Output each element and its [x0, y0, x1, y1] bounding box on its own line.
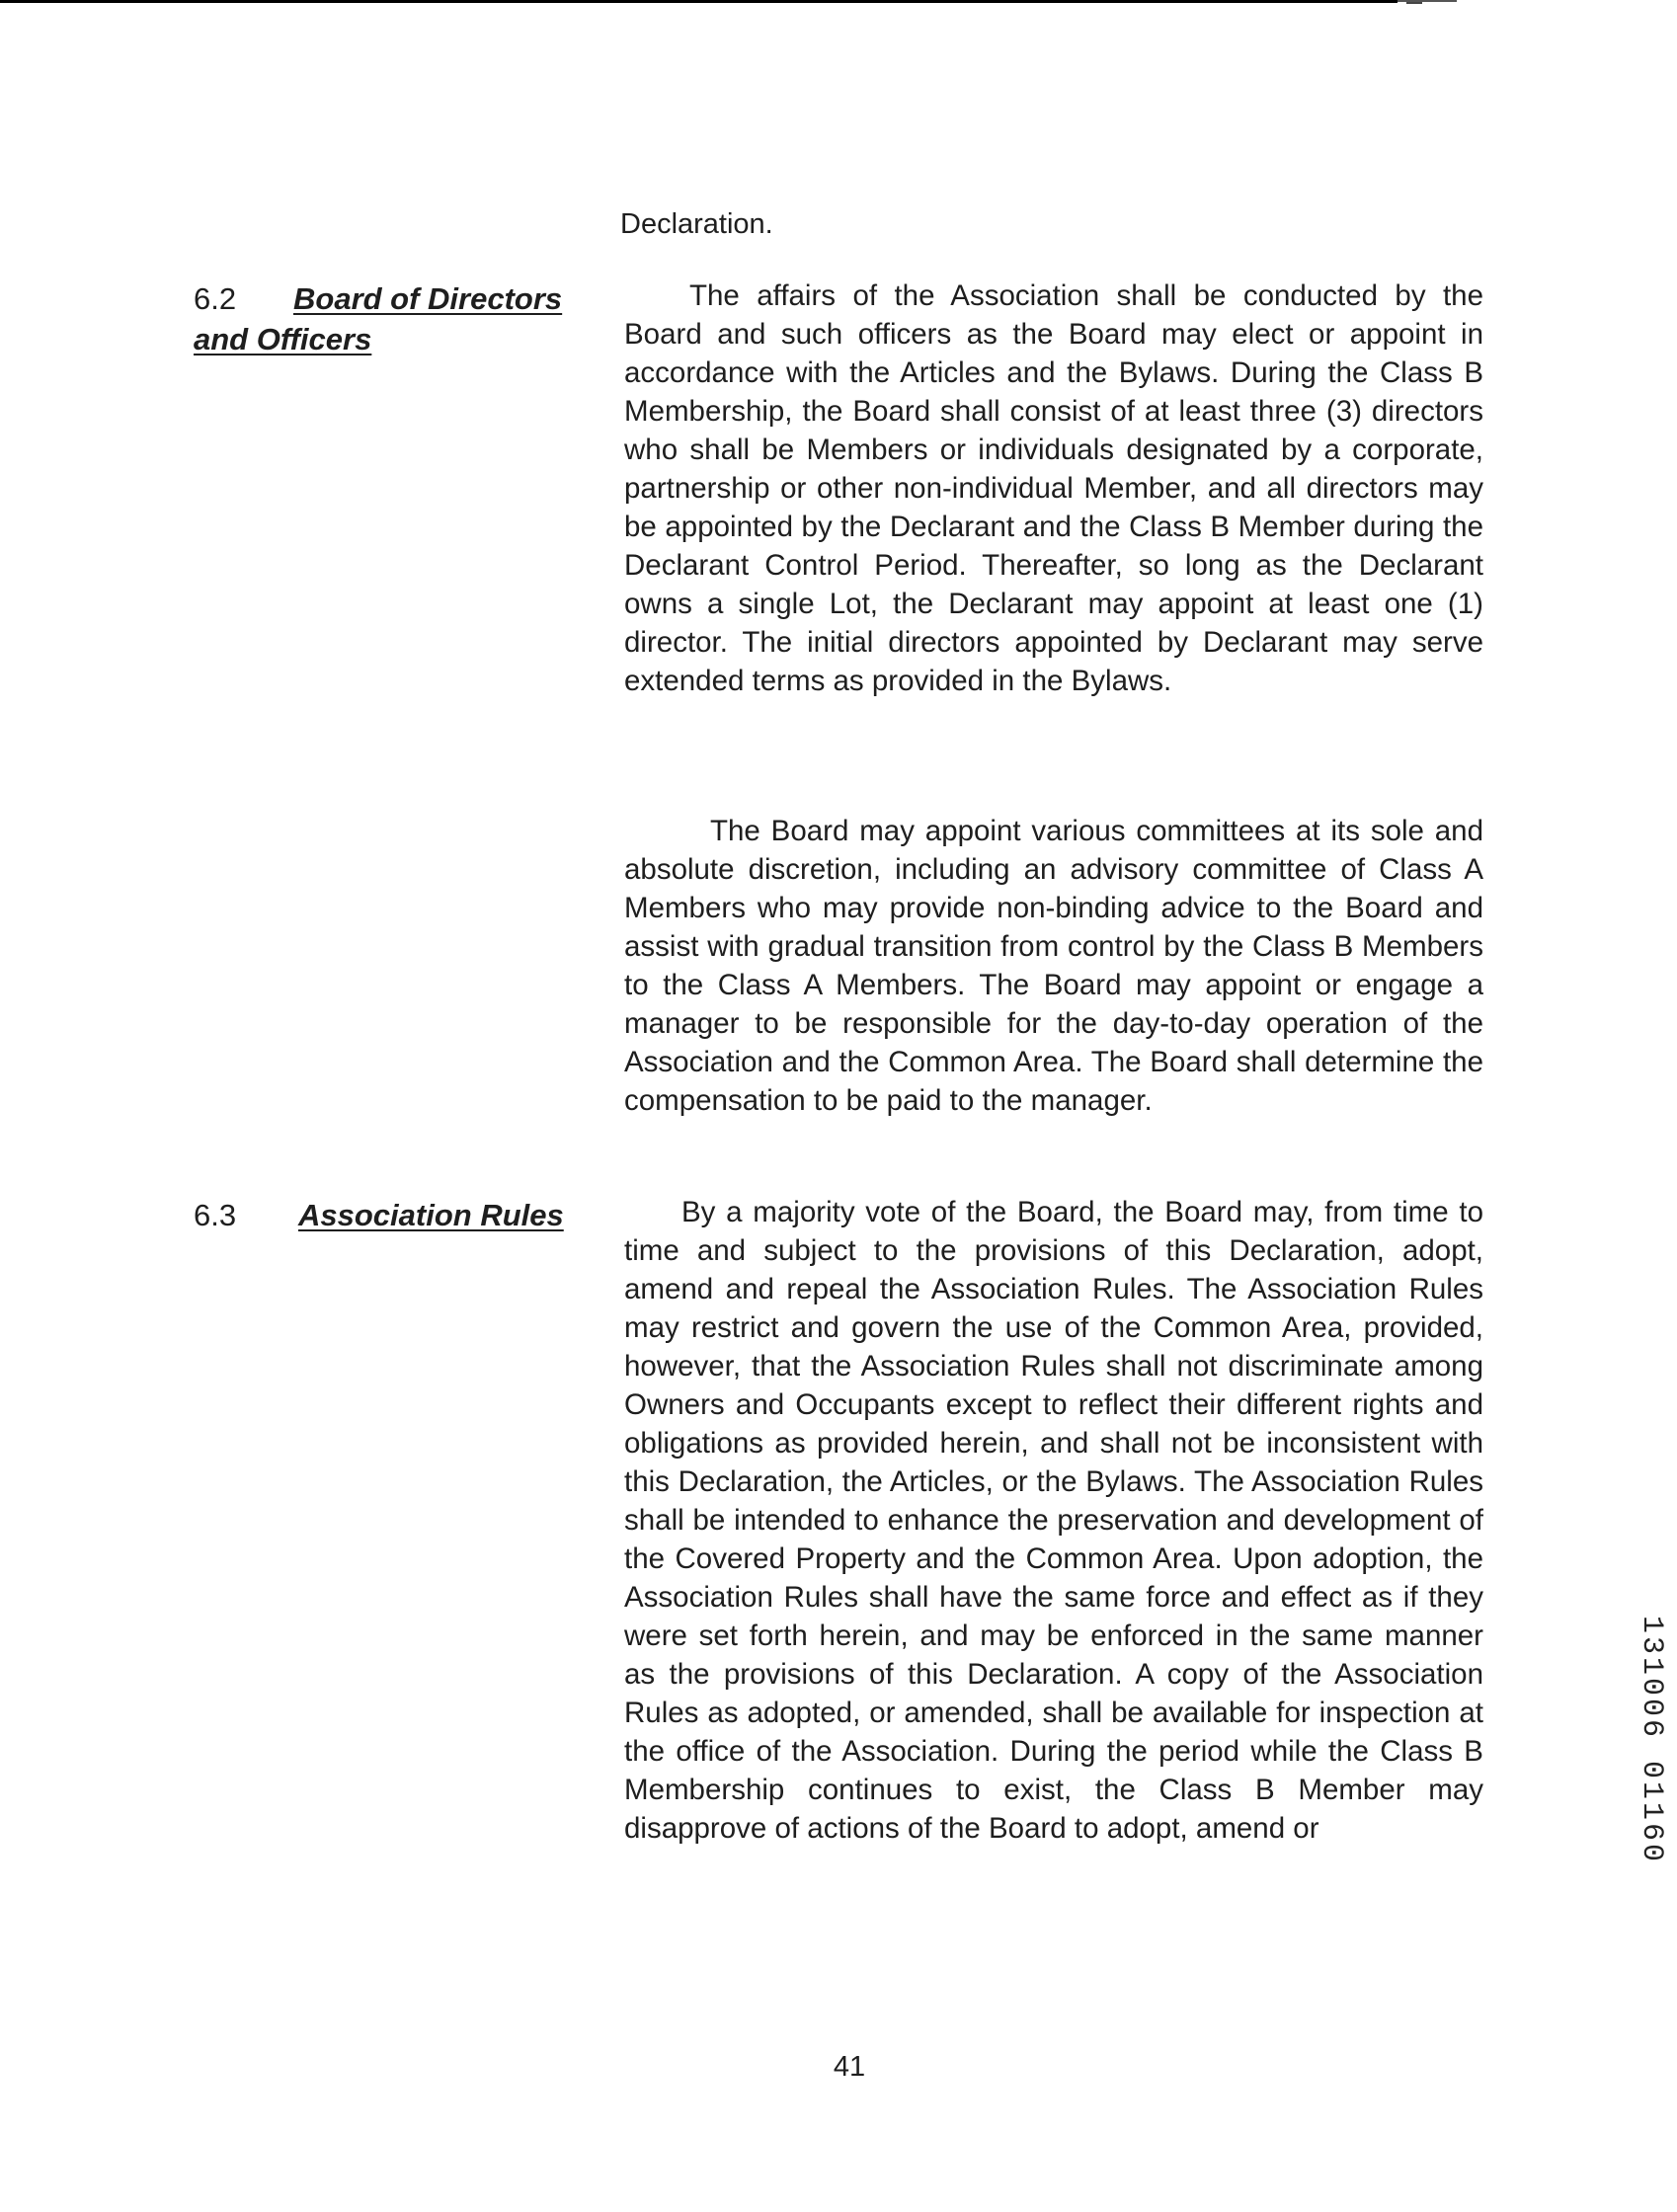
margin-document-stamp	[1635, 1592, 1668, 1888]
continued-text-fragment: Declaration.	[620, 208, 773, 240]
section-6-2-paragraph-2: The Board may appoint various committees at its sole and absolute discretion, including an advisory committee of Class A Members who may provide non-binding advice to the Board and assist with gradual transition from control by the Class B Members to the Class A Members. The Board may appoint or engage a manager to be responsible for the day-to-day operation of the Association and the Common Area. The Board shall determine the compensation to be paid to the manager.	[624, 815, 1483, 1117]
section-6-2-paragraph-1: The affairs of the Association shall be conducted by the Board and such officers as the Board may elect or appoint in accordance with the Articles and the Bylaws. During the Class B Membership, the Board shall consist of at least three (3) directors who shall be Members or individuals designated by a corporate, partnership or other non-individual Member, and all directors may be appointed by the Declarant and the Class B Member during the Declarant Control Period. Thereafter, so long as the Declarant owns a single Lot, the Declarant may appoint at least one (1) director. The initial directors appointed by Declarant may serve extended terms as provided in the Bylaws.	[624, 279, 1483, 697]
top-border-line	[0, 0, 1398, 3]
section-number: 6.3	[194, 1198, 237, 1232]
section-number: 6.2	[194, 281, 237, 316]
top-border-dash	[1406, 2, 1422, 4]
section-6-3-paragraph-1: By a majority vote of the Board, the Board may, from time to time and subject to the provisions of this Declaration, adopt, amend and repeal the Association Rules. The Association Rules may restrict and govern the use of the Common Area, provided, however, that the Association Rules shall not discriminate among Owners and Occupants except to reflect their different rights and obligations as provided herein, and shall not be inconsistent with this Declaration, the Articles, or the Bylaws. The Association Rules shall be intended to enhance the preservation and development of the Covered Property and the Common Area. Upon adoption, the Association Rules shall have the same force and effect as if they were set forth herein, and may be enforced in the same manner as the provisions of this Declaration. A copy of the Association Rules as adopted, or amended, shall be available for inspection at the office of the Association. During the period while the Class B Membership continues to exist, the Class B Member may disapprove of actions of the Board to adopt, amend or	[624, 1196, 1483, 1845]
section-heading-6-2	[194, 278, 599, 359]
section-title: Board of Directors and Officers	[194, 281, 563, 356]
section-heading-6-3	[194, 1195, 599, 1235]
section-title: Association Rules	[298, 1198, 564, 1232]
page-number: 41	[833, 2051, 866, 2083]
margin-stamp-text: 131006 01160	[1635, 1615, 1668, 1865]
